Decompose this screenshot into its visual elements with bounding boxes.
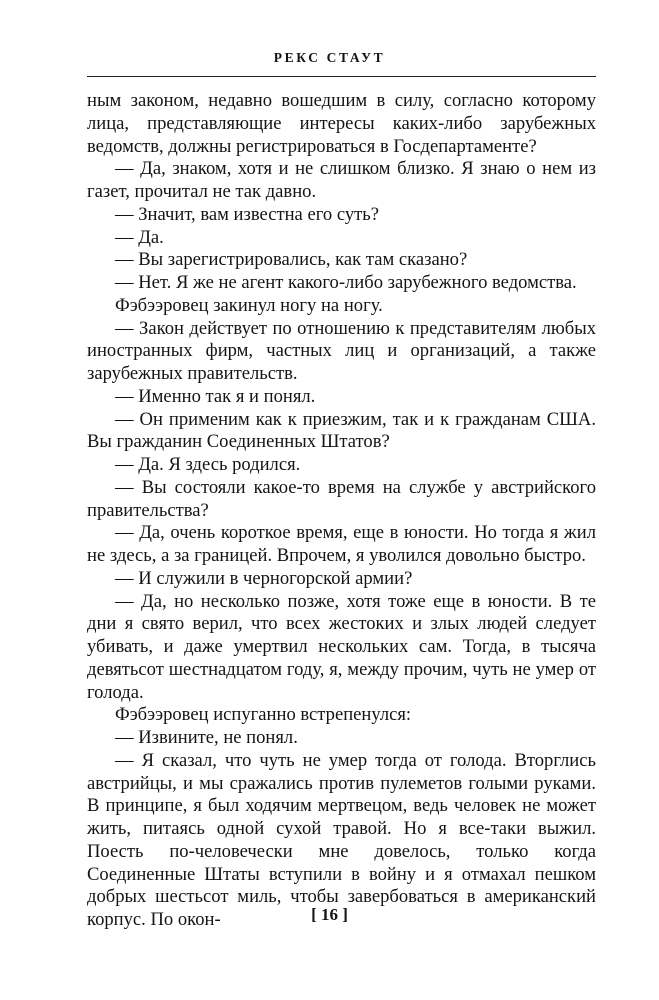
paragraph: — Извините, не понял. [115,727,298,748]
paragraph: — Да, очень короткое время, еще в юности. Но тогда я жил не здесь, а за границей. Впрочем, я уволился довольно быстро. [87,522,596,566]
paragraph: — Да. Я здесь родился. [115,454,301,475]
page-number: [ 16 ] [311,905,348,924]
paragraph: — Да, но несколько позже, хотя тоже еще в юности. В те дни я свято верил, что всех жестоких и злых людей следует убивать, и даже умертвил нескольких сам. Тогда, в тысяча девятьсот шестнадцатом году, я, между прочим, чуть не умер от голода. [87,590,596,703]
paragraph: ным законом, недавно вошедшим в силу, согласно которому лица, представляющие интересы каких-либо зарубежных ведомств, должны регистрироваться в Госдепартаменте? [87,90,596,157]
running-head: РЕКС СТАУТ [273,50,386,65]
paragraph: — Вы зарегистрировались, как там сказано? [115,249,468,271]
paragraph: — Да. [115,226,164,248]
paragraph: — Он применим как к приезжим, так и к гражданам США. Вы гражданин Соединенных Штатов? [87,408,596,453]
paragraph: — Я сказал, что чуть не умер тогда от голода. Вторглись австрийцы, и мы сражались против пулеметов голыми руками. В принципе, я был ходячим мертвецом, ведь человек не может жить, питаясь одной сухой травой. Но я все-таки выжил. Поесть по-человечески мне довелось, только когда Соединенные Штаты вступили в войну и я отмахал пешком добрых шестьсот миль, чтобы завербоваться в американский корпус. По окон- [87,749,596,930]
body-text [87,90,596,932]
paragraph: Фэбээровец закинул ногу на ногу. [115,294,383,316]
paragraph: — Нет. Я же не агент какого-либо зарубежного ведомства. [115,272,577,293]
paragraph: — Да, знаком, хотя и не слишком близко. Я знаю о нем из газет, прочитал не так давно. [87,158,596,202]
paragraph: — Вы состояли какое-то время на службе у австрийского правительства? [87,476,596,521]
paragraph: Фэбээровец испуганно встрепенулся: [115,704,412,726]
paragraph: — Значит, вам известна его суть? [115,203,379,225]
paragraph: — Именно так я и понял. [115,385,316,407]
header-rule [87,76,596,77]
paragraph: — Закон действует по отношению к представителям любых иностранных фирм, частных лиц и организаций, а также зарубежных правительств. [87,317,596,384]
paragraph: — И служили в черногорской армии? [115,567,413,589]
